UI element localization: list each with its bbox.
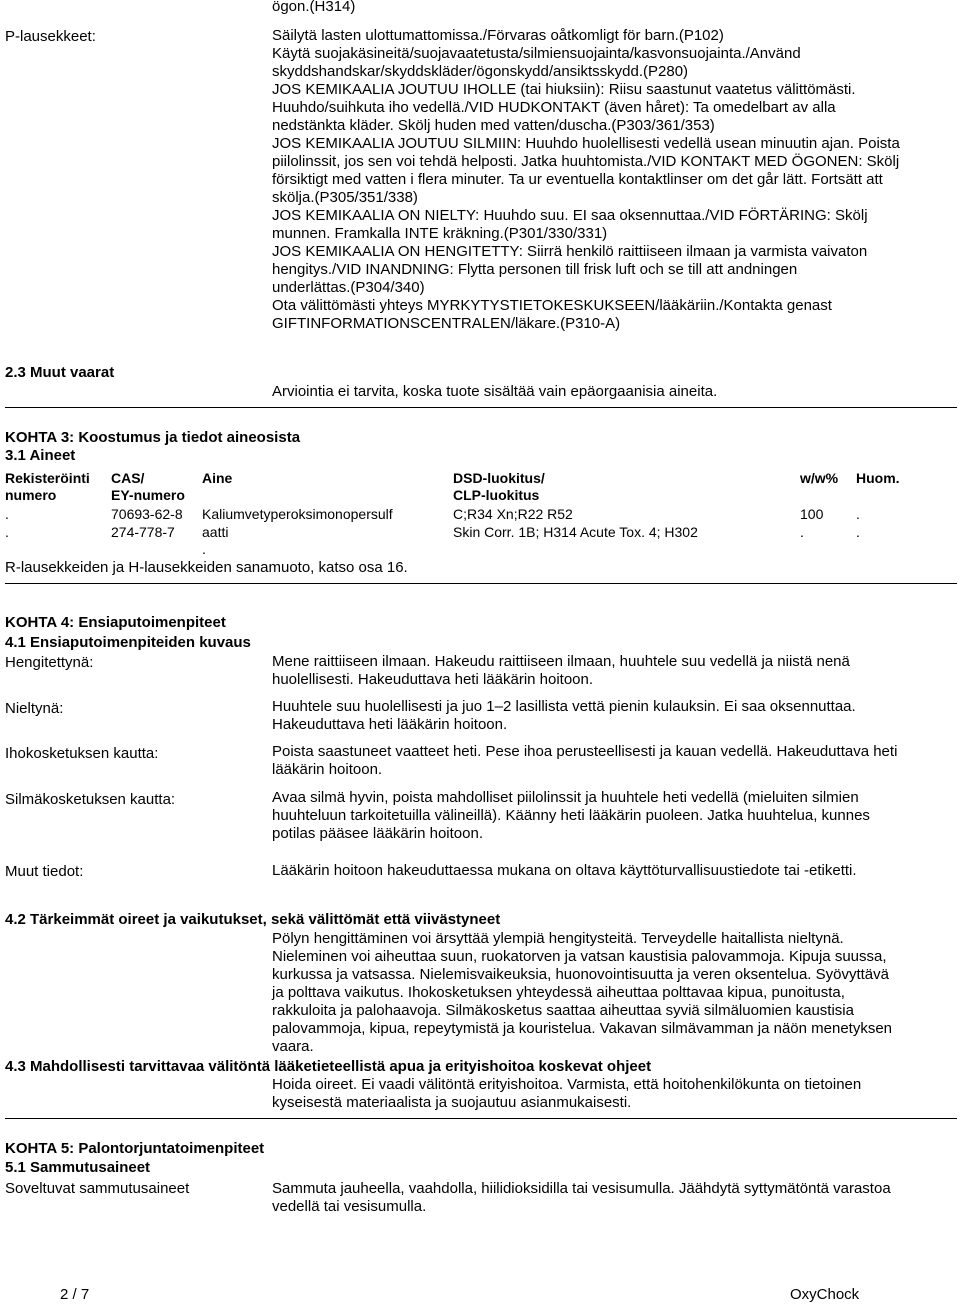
- p-statement-line: Ota välittömästi yhteys MYRKYTYSTIETOKESKUKSEEN/lääkäriin./Kontakta genast: [272, 297, 832, 314]
- first-aid-text-inhalation: [272, 653, 922, 689]
- text-line: huolellisesti. Hakeuduttava heti lääkärin hoitoon.: [272, 671, 594, 688]
- p-statements-top-line: ögon.(H314): [272, 0, 356, 15]
- cell-ww: .: [800, 524, 804, 540]
- section4-heading: KOHTA 4: Ensiaputoimenpiteet: [5, 614, 226, 631]
- first-aid-label-other: Muut tiedot:: [5, 863, 84, 880]
- p-statement-line: piilolinssit, jos sen voi tehdä helposti. Jatka huuhtomista./VID KONTAKT MED ÖGONEN: Skölj: [272, 153, 900, 170]
- first-aid-label-ingestion: Nieltynä:: [5, 700, 64, 717]
- cell-aine: Kaliumvetyperoksimonopersulf: [202, 506, 393, 522]
- text-line: potilas pääsee lääkärin hoitoon.: [272, 825, 483, 842]
- p-statements-label: P-lausekkeet:: [5, 28, 96, 45]
- other-hazards-heading: 2.3 Muut vaarat: [5, 364, 115, 381]
- col-reg-2: numero: [5, 487, 57, 503]
- p-statement-line: Huuhdo/suihkuta iho vedellä./VID HUDKONTAKT (även håret): Ta omedelbart av alla: [272, 99, 836, 116]
- text-line: ja polttava vaikutus. Ihokosketuksen yhteydessä aiheuttaa polttavaa kipua, punoitusta,: [272, 984, 845, 1001]
- text-line: Lääkärin hoitoon hakeuduttaessa mukana on oltava käyttöturvallisuustiedote tai -etiketti.: [272, 862, 857, 879]
- p-statement-line: underlättas.(P304/340): [272, 279, 425, 296]
- text-line: palovammoja, kipua, repeytymistä ja kouristelua. Vakavan silmävamman ja näön menetyksen: [272, 1020, 893, 1037]
- text-line: Huuhtele suu huolellisesti ja juo 1–2 lasillista vettä pienin kulauksin. Ei saa oksennuttaa.: [272, 698, 856, 715]
- cell-aine: aatti: [202, 524, 229, 540]
- text-line: vedellä tai vesisumulla.: [272, 1198, 427, 1215]
- first-aid-text-eye: [272, 789, 922, 843]
- extinguishing-media-label: Soveltuvat sammutusaineet: [5, 1180, 190, 1197]
- page-number: 2 / 7: [60, 1286, 90, 1303]
- text-line: Sammuta jauheella, vaahdolla, hiilidioksidilla tai vesisumulla. Jäähdytä syttymätöntä varastoa: [272, 1180, 891, 1197]
- text-line: Poista saastuneet vaatteet heti. Pese ihoa perusteellisesti ja kauan vedellä. Hakeuduttava heti: [272, 743, 898, 760]
- text-line: kurkussa ja vatsassa. Nielemisvaikeuksia, huonovointisuutta ja veren oksentelua. Syövyttävä: [272, 966, 889, 983]
- divider: [5, 407, 957, 408]
- first-aid-text-ingestion: [272, 698, 922, 734]
- col-cas-2: EY-numero: [111, 487, 185, 503]
- cell-huom: .: [856, 524, 860, 540]
- p-statement-line: Käytä suojakäsineitä/suojavaatetusta/silmiensuojainta/kasvonsuojainta./Använd: [272, 45, 801, 62]
- section43-heading: 4.3 Mahdollisesti tarvittavaa välitöntä lääketieteellistä apua ja erityishoitoa koskevat ohjeet: [5, 1058, 652, 1075]
- text-line: Hakeuduttava heti lääkärin hoitoon.: [272, 716, 508, 733]
- section3-sub: 3.1 Aineet: [5, 447, 76, 464]
- cell-cas: 70693-62-8: [111, 506, 183, 522]
- text-line: Mene raittiiseen ilmaan. Hakeudu raittiiseen ilmaan, huuhtele suu vedellä ja niistä nenä: [272, 653, 850, 670]
- col-dsd-2: CLP-luokitus: [453, 487, 540, 503]
- cell-aine-extra: .: [202, 541, 206, 557]
- cell-cas: 274-778-7: [111, 524, 175, 540]
- p-statement-line: GIFTINFORMATIONSCENTRALEN/läkare.(P310-A): [272, 315, 621, 332]
- p-statement-line: hengitys./VID INANDNING: Flytta personen till frisk luft och se till att andningen: [272, 261, 798, 278]
- divider: [5, 1118, 957, 1119]
- text-line: Avaa silmä hyvin, poista mahdolliset piilolinssit ja huuhtele heti vedellä (mieluiten silmien: [272, 789, 859, 806]
- first-aid-text-skin: [272, 743, 922, 779]
- p-statement-line: Säilytä lasten ulottumattomissa./Förvaras oåtkomligt för barn.(P102): [272, 27, 724, 44]
- p-statement-line: JOS KEMIKAALIA ON HENGITETTY: Siirrä henkilö raittiiseen ilmaan ja varmista vaivaton: [272, 243, 868, 260]
- text-line: Pölyn hengittäminen voi ärsyttää ylempiä hengitysteitä. Terveydelle haitallista nieltynä.: [272, 930, 844, 947]
- section5-sub: 5.1 Sammutusaineet: [5, 1159, 151, 1176]
- text-line: lääkärin hoitoon.: [272, 761, 383, 778]
- extinguishing-media-text: [272, 1180, 922, 1216]
- col-aine: Aine: [202, 470, 233, 486]
- section5-heading: KOHTA 5: Palontorjuntatoimenpiteet: [5, 1140, 265, 1157]
- p-statement-line: munnen. Framkalla INTE kräkning.(P301/330/331): [272, 225, 608, 242]
- first-aid-label-eye: Silmäkosketuksen kautta:: [5, 791, 176, 808]
- first-aid-label-skin: Ihokosketuksen kautta:: [5, 745, 159, 762]
- section42-text: [272, 930, 922, 1056]
- company-name: OxyChock: [790, 1286, 860, 1303]
- p-statement-line: nedstänkta kläder. Skölj huden med vatten/duscha.(P303/361/353): [272, 117, 715, 134]
- cell-dsd: C;R34 Xn;R22 R52: [453, 506, 573, 522]
- text-line: vaara.: [272, 1038, 314, 1055]
- section42-heading: 4.2 Tärkeimmät oireet ja vaikutukset, sekä välittömät että viivästyneet: [5, 911, 501, 928]
- text-line: kyseisestä materiaalista ja suojautuu asianmukaisesti.: [272, 1094, 632, 1111]
- col-reg-1: Rekisteröinti: [5, 470, 90, 486]
- text-line: Hoida oireet. Ei vaadi välitöntä erityishoitoa. Varmista, että hoitohenkilökunta on tietoinen: [272, 1076, 862, 1093]
- cell-dsd: Skin Corr. 1B; H314 Acute Tox. 4; H302: [453, 524, 698, 540]
- col-ww: w/w%: [800, 470, 839, 486]
- p-statement-line: JOS KEMIKAALIA JOUTUU IHOLLE (tai hiuksiin): Riisu saastunut vaatetus välittömästi.: [272, 81, 856, 98]
- divider: [5, 583, 957, 584]
- first-aid-text-other: [272, 862, 922, 880]
- p-statements-text: [272, 27, 922, 333]
- cell-ww: 100: [800, 506, 824, 522]
- cell-huom: .: [856, 506, 860, 522]
- col-huom: Huom.: [856, 470, 900, 486]
- section3-heading: KOHTA 3: Koostumus ja tiedot aineosista: [5, 429, 301, 446]
- p-statement-line: försiktigt med vatten i flera minuter. Ta ur eventuella kontaktlinser om det går lätt. Fortsätt att: [272, 171, 883, 188]
- col-dsd-1: DSD-luokitus/: [453, 470, 545, 486]
- p-statement-line: JOS KEMIKAALIA ON NIELTY: Huuhdo suu. EI saa oksennuttaa./VID FÖRTÄRING: Skölj: [272, 207, 868, 224]
- cell-reg: .: [5, 524, 9, 540]
- p-statement-line: JOS KEMIKAALIA JOUTUU SILMIIN: Huuhdo huolellisesti vedellä usean minuutin ajan. Poista: [272, 135, 900, 152]
- section43-text: [272, 1076, 922, 1112]
- text-line: huuhteluun tarkoitetuilla välineillä). Käänny heti lääkärin puoleen. Jatka huuhtelua, kunnes: [272, 807, 870, 824]
- p-statement-line: skölja.(P305/351/338): [272, 189, 418, 206]
- text-line: rakkuloita ja palohaavoja. Silmäkosketus saattaa aiheuttaa syviä silmäluomien kaustisia: [272, 1002, 854, 1019]
- p-statement-line: skyddshandskar/skyddskläder/ögonskydd/ansiktsskydd.(P280): [272, 63, 689, 80]
- first-aid-label-inhalation: Hengitettynä:: [5, 654, 94, 671]
- section4-sub: 4.1 Ensiaputoimenpiteiden kuvaus: [5, 634, 251, 651]
- section3-note: R-lausekkeiden ja H-lausekkeiden sanamuoto, katso osa 16.: [5, 559, 408, 576]
- cell-reg: .: [5, 506, 9, 522]
- text-line: Nieleminen voi aiheuttaa suun, ruokatorven ja vatsan kaustisia palovammoja. Kipuja suussa,: [272, 948, 887, 965]
- col-cas-1: CAS/: [111, 470, 145, 486]
- other-hazards-text: Arviointia ei tarvita, koska tuote sisältää vain epäorgaanisia aineita.: [272, 383, 718, 400]
